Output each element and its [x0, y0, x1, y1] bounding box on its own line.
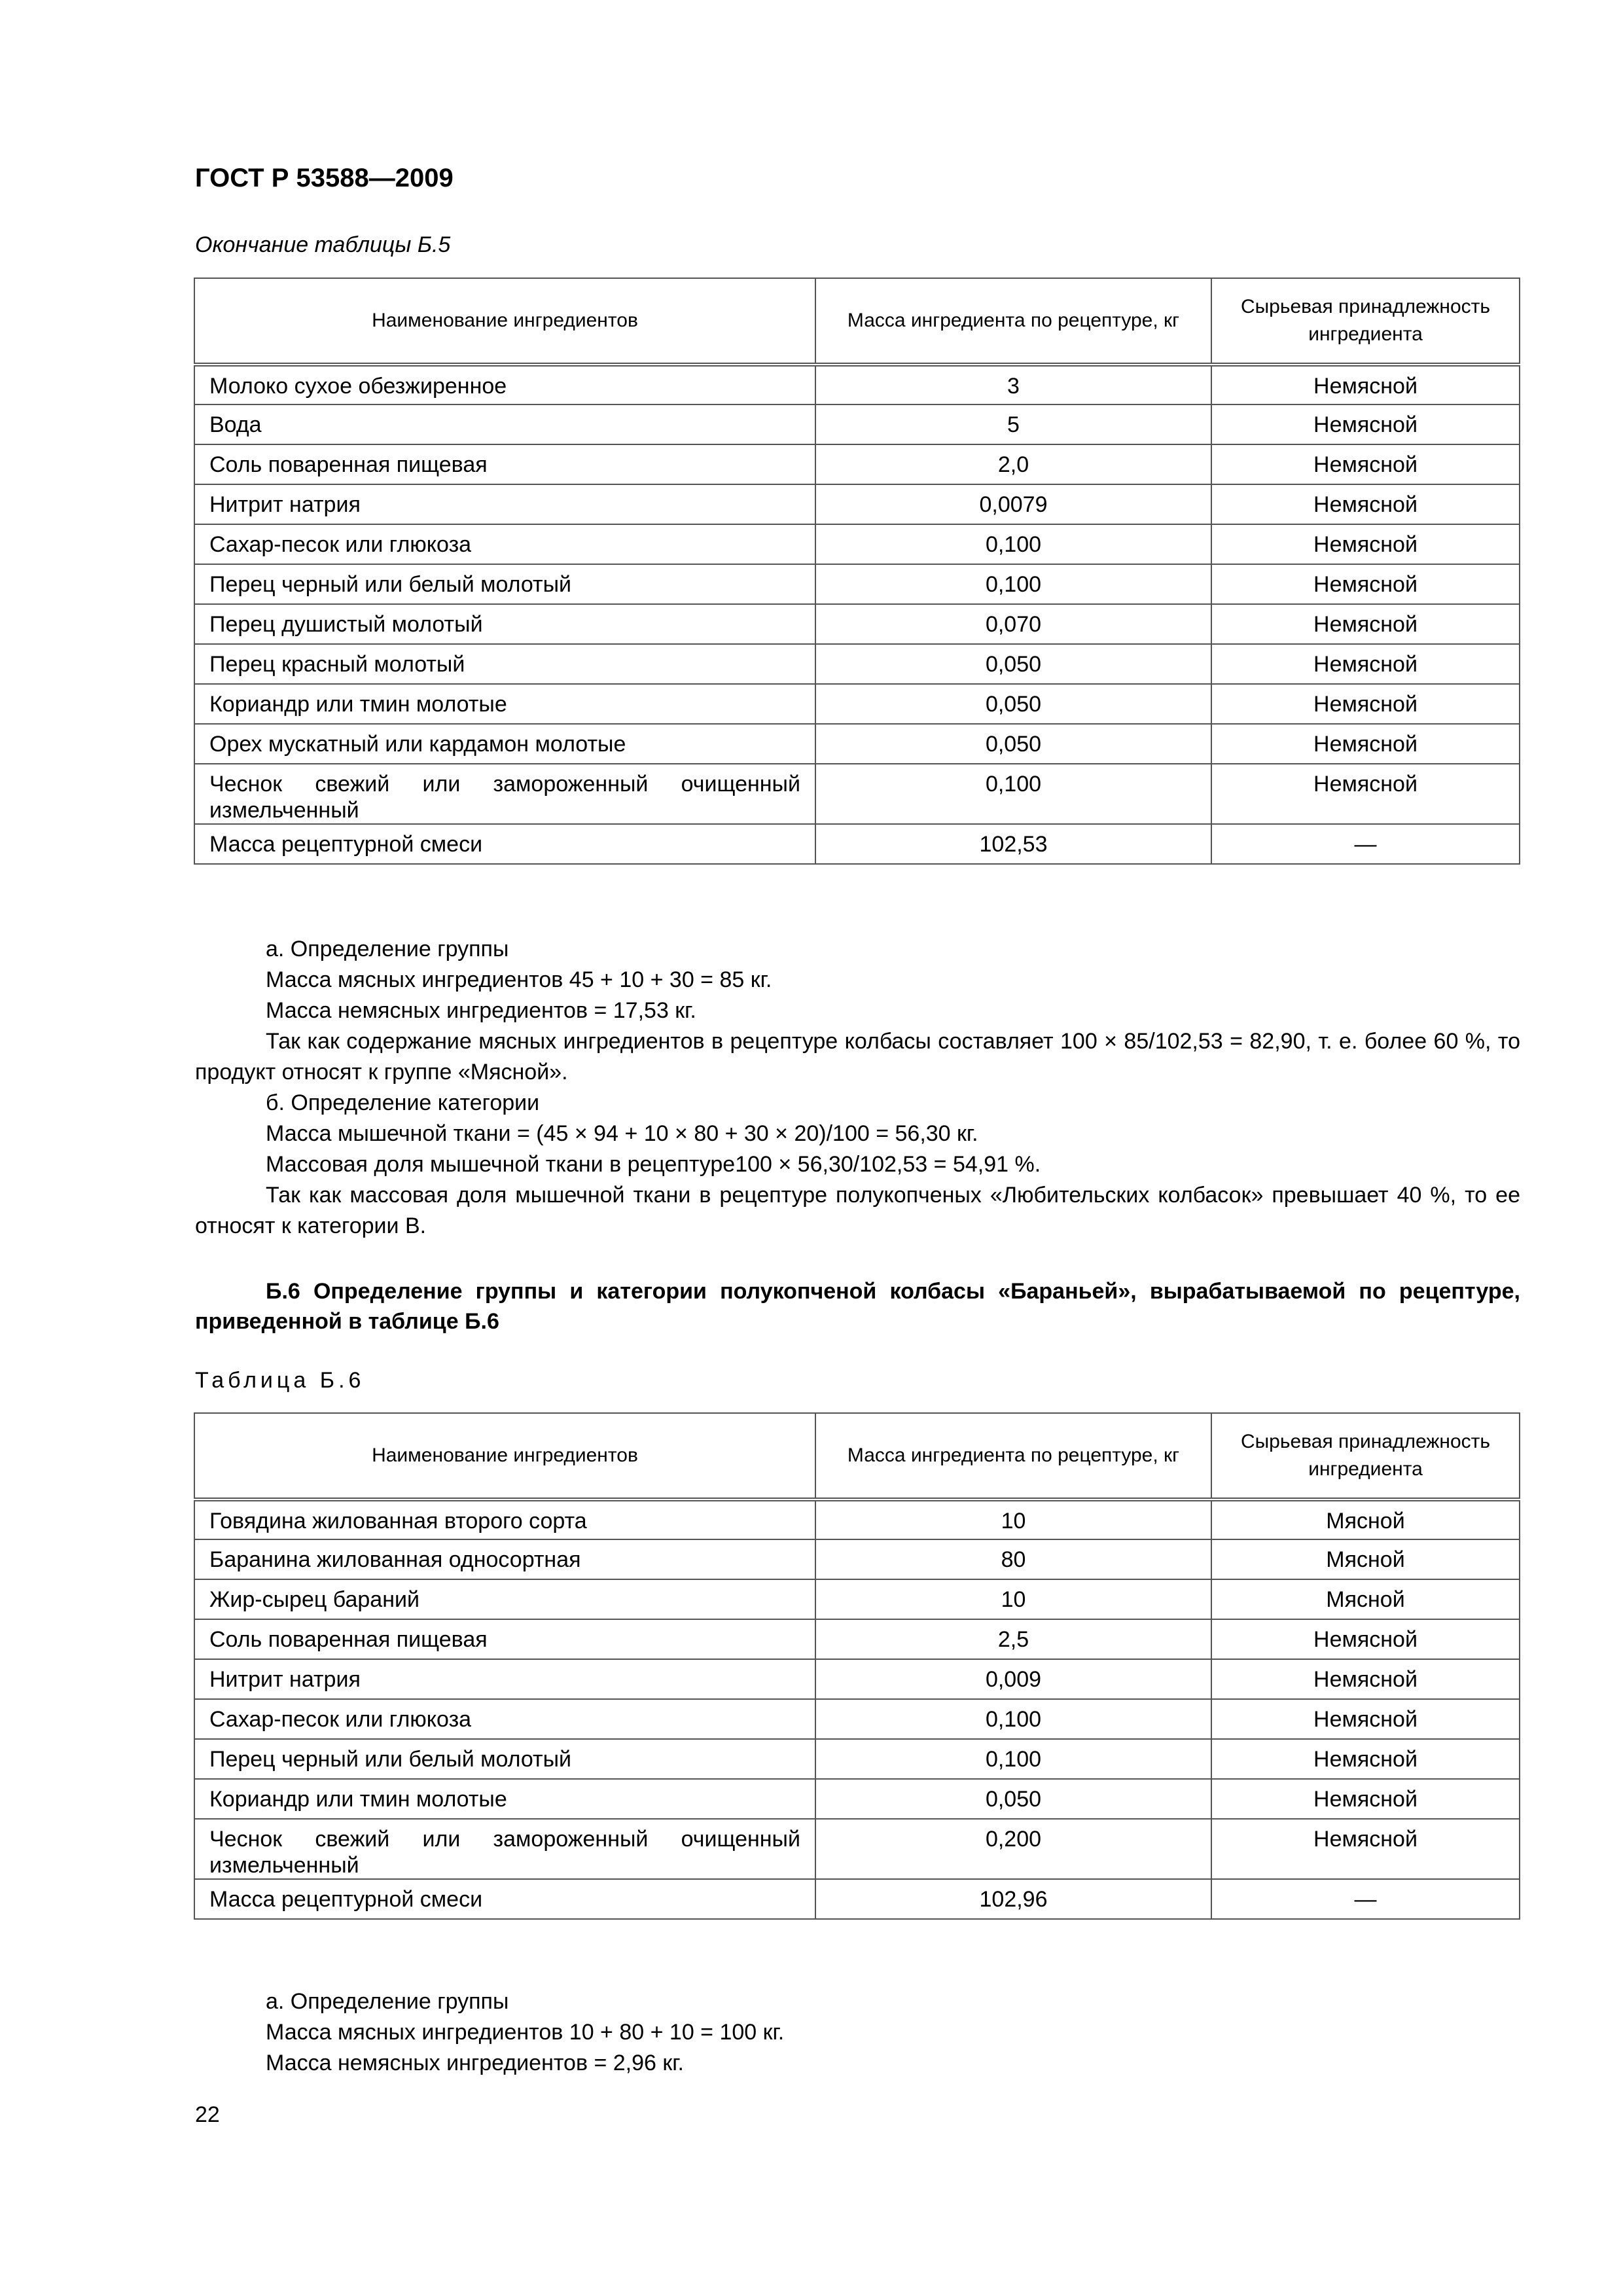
paragraph: Так как содержание мясных ингредиентов в рецептуре колбасы составляет 100 × 85/102,53 = 82,90, т. е. более 60 %, то продукт относят к группе «Мясной».	[195, 1029, 1520, 1085]
ingredient-type: Немясной	[1211, 524, 1520, 564]
ingredient-name: Масса рецептурной смеси	[194, 1879, 815, 1919]
ingredient-type: Немясной	[1211, 1699, 1520, 1739]
ingredient-type: —	[1211, 1879, 1520, 1919]
table-row	[194, 1499, 1520, 1539]
ingredient-mass: 0,050	[815, 1779, 1211, 1819]
ingredient-type: Немясной	[1211, 764, 1520, 824]
section-heading-b6: Б.6 Определение группы и категории полукопченой колбасы «Бараньей», вырабатываемой по рецептуре, приведенной в таблице Б.6	[195, 1279, 1520, 1334]
ingredient-mass: 3	[815, 365, 1211, 404]
ingredient-type: Немясной	[1211, 644, 1520, 684]
ingredient-name: Кориандр или тмин молотые	[194, 684, 815, 724]
ingredient-name: Нитрит натрия	[194, 1659, 815, 1699]
ingredient-name: Перец душистый молотый	[194, 604, 815, 644]
column-header: Наименование ингредиентов	[194, 278, 815, 365]
table-b6	[194, 1412, 1520, 1920]
ingredient-mass: 0,100	[815, 764, 1211, 824]
ingredient-mass: 80	[815, 1539, 1211, 1579]
ingredient-type: Немясной	[1211, 604, 1520, 644]
table-row	[194, 1619, 1520, 1659]
ingredient-mass: 0,100	[815, 564, 1211, 604]
ingredient-type: Мясной	[1211, 1579, 1520, 1619]
table-row	[194, 764, 1520, 824]
ingredient-mass: 2,0	[815, 444, 1211, 484]
table-row	[194, 1699, 1520, 1739]
ingredient-type: Немясной	[1211, 684, 1520, 724]
table-row	[194, 404, 1520, 444]
calculation-text-b5	[195, 934, 1520, 1242]
page-number: 22	[195, 2102, 220, 2127]
ingredient-type: Немясной	[1211, 1779, 1520, 1819]
ingredient-name: Нитрит натрия	[194, 484, 815, 524]
ingredient-type: Мясной	[1211, 1499, 1520, 1539]
table-row	[194, 684, 1520, 724]
paragraph: а. Определение группы	[266, 1989, 509, 2014]
ingredient-name: Молоко сухое обезжиренное	[194, 365, 815, 404]
ingredient-name: Масса рецептурной смеси	[194, 824, 815, 864]
document-title: ГОСТ Р 53588—2009	[195, 164, 454, 192]
table-row	[194, 1659, 1520, 1699]
ingredient-type: Немясной	[1211, 724, 1520, 764]
table-6-caption: Таблица Б.6	[195, 1368, 365, 1393]
table-row	[194, 1739, 1520, 1779]
ingredient-type: Немясной	[1211, 484, 1520, 524]
column-header: Сырьевая принадлежность ингредиента	[1211, 278, 1520, 365]
ingredient-mass: 102,96	[815, 1879, 1211, 1919]
ingredient-mass: 0,100	[815, 524, 1211, 564]
ingredient-name: Жир-сырец бараний	[194, 1579, 815, 1619]
ingredient-name: Соль поваренная пищевая	[194, 444, 815, 484]
ingredient-name: Перец черный или белый молотый	[194, 564, 815, 604]
ingredient-type: Немясной	[1211, 1819, 1520, 1879]
ingredient-mass: 0,100	[815, 1739, 1211, 1779]
column-header: Наименование ингредиентов	[194, 1413, 815, 1499]
ingredient-type: Немясной	[1211, 404, 1520, 444]
paragraph: Масса мясных ингредиентов 45 + 10 + 30 = 85 кг.	[266, 967, 772, 992]
table-b5	[194, 278, 1520, 865]
ingredient-name: Сахар-песок или глюкоза	[194, 1699, 815, 1739]
table-5-caption: Окончание таблицы Б.5	[195, 232, 451, 257]
ingredient-mass: 2,5	[815, 1619, 1211, 1659]
ingredient-mass: 0,050	[815, 644, 1211, 684]
table-row	[194, 564, 1520, 604]
table-row	[194, 365, 1520, 404]
ingredient-name: Соль поваренная пищевая	[194, 1619, 815, 1659]
ingredient-type: —	[1211, 824, 1520, 864]
ingredient-name: Чеснок свежий или замороженный очищенный измельченный	[194, 1819, 815, 1879]
ingredient-name: Чеснок свежий или замороженный очищенный измельченный	[194, 764, 815, 824]
paragraph: Масса немясных ингредиентов = 17,53 кг.	[266, 998, 696, 1023]
paragraph: а. Определение группы	[266, 937, 509, 961]
column-header: Сырьевая принадлежность ингредиента	[1211, 1413, 1520, 1499]
ingredient-mass: 0,0079	[815, 484, 1211, 524]
paragraph: Масса немясных ингредиентов = 2,96 кг.	[266, 2051, 684, 2075]
table-row	[194, 484, 1520, 524]
table-row	[194, 1879, 1520, 1919]
paragraph: Масса мясных ингредиентов 10 + 80 + 10 = 100 кг.	[266, 2020, 785, 2045]
table-row	[194, 1539, 1520, 1579]
ingredient-mass: 0,050	[815, 684, 1211, 724]
calculation-text-b6	[195, 1986, 1520, 2079]
ingredient-name: Орех мускатный или кардамон молотые	[194, 724, 815, 764]
table-row	[194, 444, 1520, 484]
paragraph: б. Определение категории	[266, 1090, 540, 1115]
paragraph: Массовая доля мышечной ткани в рецептуре100 × 56,30/102,53 = 54,91 %.	[266, 1152, 1041, 1177]
ingredient-type: Немясной	[1211, 1739, 1520, 1779]
table-row	[194, 724, 1520, 764]
ingredient-type: Немясной	[1211, 444, 1520, 484]
ingredient-type: Мясной	[1211, 1539, 1520, 1579]
ingredient-type: Немясной	[1211, 564, 1520, 604]
column-header: Масса ингредиента по рецептуре, кг	[815, 278, 1211, 365]
table-row	[194, 1779, 1520, 1819]
table-row	[194, 644, 1520, 684]
table-row	[194, 524, 1520, 564]
ingredient-name: Говядина жилованная второго сорта	[194, 1499, 815, 1539]
ingredient-mass: 5	[815, 404, 1211, 444]
ingredient-mass: 10	[815, 1579, 1211, 1619]
ingredient-type: Немясной	[1211, 1659, 1520, 1699]
ingredient-mass: 0,200	[815, 1819, 1211, 1879]
ingredient-name: Перец черный или белый молотый	[194, 1739, 815, 1779]
ingredient-name: Вода	[194, 404, 815, 444]
ingredient-name: Кориандр или тмин молотые	[194, 1779, 815, 1819]
ingredient-type: Немясной	[1211, 1619, 1520, 1659]
table-row	[194, 1579, 1520, 1619]
table-row	[194, 1819, 1520, 1879]
column-header: Масса ингредиента по рецептуре, кг	[815, 1413, 1211, 1499]
ingredient-name: Сахар-песок или глюкоза	[194, 524, 815, 564]
table-row	[194, 824, 1520, 864]
ingredient-mass: 102,53	[815, 824, 1211, 864]
ingredient-mass: 0,100	[815, 1699, 1211, 1739]
ingredient-mass: 0,009	[815, 1659, 1211, 1699]
ingredient-mass: 10	[815, 1499, 1211, 1539]
ingredient-mass: 0,070	[815, 604, 1211, 644]
ingredient-type: Немясной	[1211, 365, 1520, 404]
ingredient-name: Перец красный молотый	[194, 644, 815, 684]
paragraph: Масса мышечной ткани = (45 × 94 + 10 × 80 + 30 × 20)/100 = 56,30 кг.	[266, 1121, 978, 1146]
paragraph: Так как массовая доля мышечной ткани в рецептуре полукопченых «Любительских колбасок» превышает 40 %, то ее относят к категории В.	[195, 1183, 1520, 1238]
ingredient-name: Баранина жилованная односортная	[194, 1539, 815, 1579]
table-row	[194, 604, 1520, 644]
ingredient-mass: 0,050	[815, 724, 1211, 764]
